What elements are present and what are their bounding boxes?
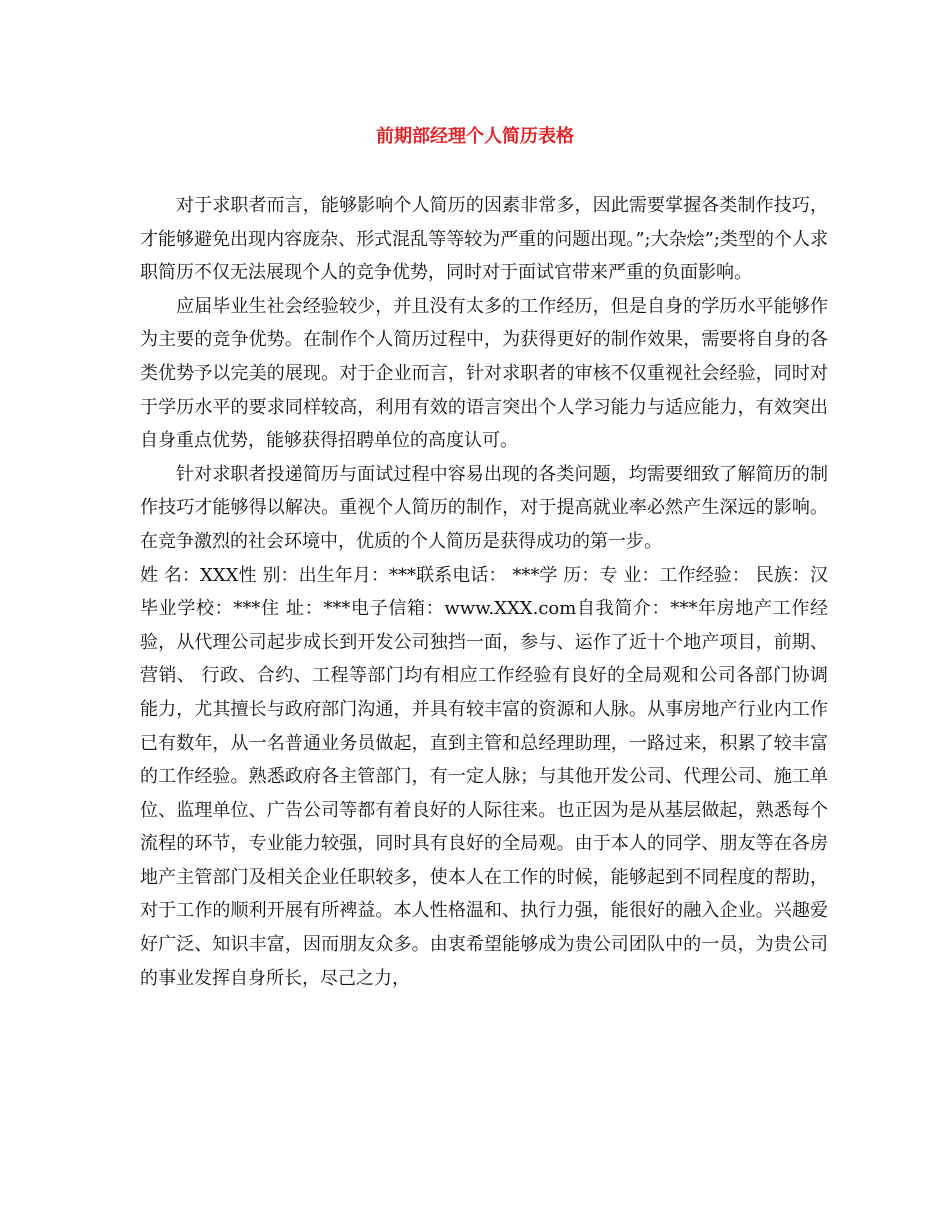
intro-paragraph-2: 应届毕业生社会经验较少，并且没有太多的工作经历，但是自身的学历水平能够作为主要的竞争优势。在制作个人简历过程中，为获得更好的制作效果，需要将自身的各类优势予以完美的展现。对于企业而言，针对求职者的审核不仅重视社会经验，同时对于学历水平的要求同样较高，利用有效的语言突出个人学习能力与适应能力，有效突出自身重点优势，能够获得招聘单位的高度认可。 (140, 295, 828, 452)
intro-paragraph-1: 对于求职者而言，能够影响个人简历的因素非常多，因此需要掌握各类制作技巧，才能够避免出现内容庞杂、形式混乱等等较为严重的问题出现。”;大杂烩”;类型的个人求职简历不仅无法展现个人的竞争优势，同时对于面试官带来严重的负面影响。 (140, 195, 828, 284)
intro-paragraph-3: 针对求职者投递简历与面试过程中容易出现的各类问题，均需要细致了解简历的制作技巧才能够得以解决。重视个人简历的制作，对于提高就业率必然产生深远的影响。在竞争激烈的社会环境中，优质的个人简历是获得成功的第一步。 (140, 463, 828, 552)
document-body (140, 189, 828, 995)
document-title: 前期部经理个人简历表格 (376, 126, 574, 147)
resume-paragraph: 姓 名：XXX性 别：出生年月：***联系电话： ***学 历：专 业：工作经验： 民族：汉毕业学校：***住 址：***电子信箱：www.XXX.com自我简介：***年房地产工作经验，从代理公司起步成长到开发公司独挡一面，参与、运作了近十个地产项目，前期、营销、 行政、合约、工程等部门均有相应工作经验有良好的全局观和公司各部门协调能力，尤其擅长与政府部门沟通，并具有较丰富的资源和人脉。从事房地产行业内工作已有数年，从一名普通业务员做起，直到主管和总经理助理，一路过来，积累了较丰富的工作经验。熟悉政府各主管部门，有一定人脉；与其他开发公司、代理公司、施工单位、监理单位、广告公司等都有着良好的人际往来。也正因为是从基层做起，熟悉每个流程的环节，专业能力较强，同时具有良好的全局观。由于本人的同学、朋友等在各房地产主管部门及相关企业任职较多，使本人在工作的时候，能够起到不同程度的帮助，对于工作的顺利开展有所裨益。本人性格温和、执行力强，能很好的融入企业。兴趣爱好广泛、知识丰富，因而朋友众多。由衷希望能够成为贵公司团队中的一员，为贵公司的事业发挥自身所长，尽己之力， (140, 564, 828, 989)
